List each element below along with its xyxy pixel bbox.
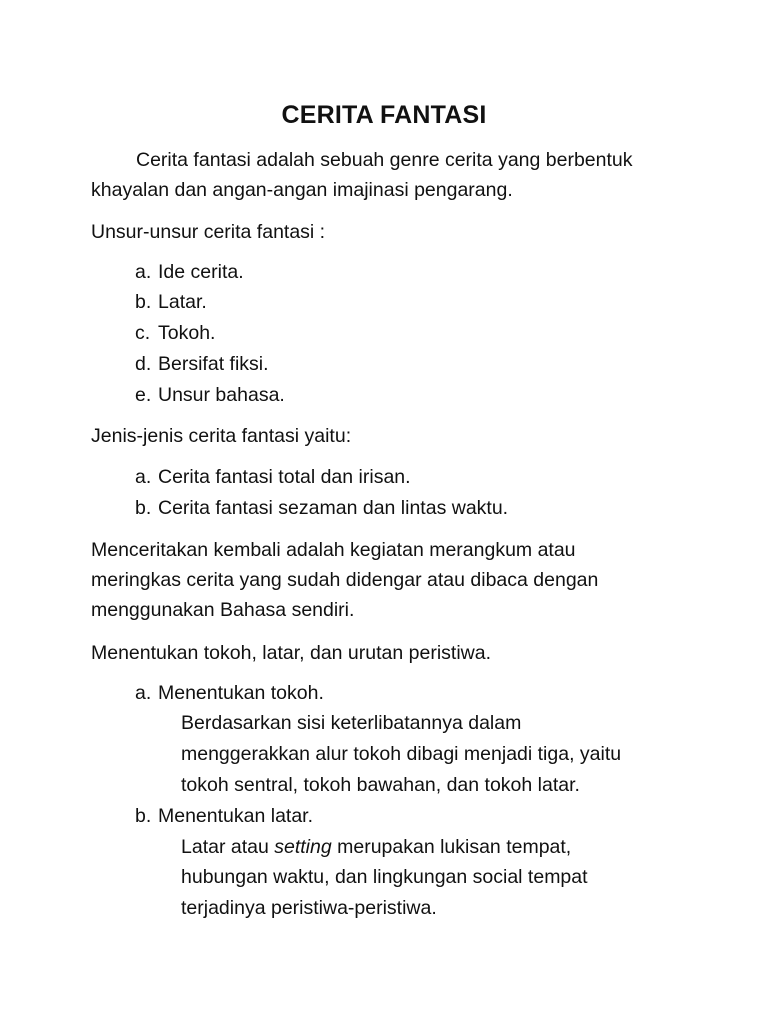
definition-line-1: Cerita fantasi adalah sebuah genre cerita yang berbentuk xyxy=(136,149,633,171)
retelling-line-2: meringkas cerita yang sudah didengar atau dibaca dengan xyxy=(91,569,599,591)
character-detail-line-1: Berdasarkan sisi keterlibatannya dalam xyxy=(181,712,522,734)
page-title: CERITA FANTASI xyxy=(281,101,487,129)
retelling-line-3: menggunakan Bahasa sendiri. xyxy=(91,599,355,621)
list-marker: b. xyxy=(135,497,152,519)
list-item xyxy=(135,678,324,708)
setting-detail-line-3: terjadinya peristiwa-peristiwa. xyxy=(181,897,437,919)
list-item-text: Menentukan tokoh. xyxy=(158,682,324,704)
list-item xyxy=(135,349,269,379)
list-marker: a. xyxy=(135,261,152,283)
list-marker: b. xyxy=(135,805,152,827)
types-heading: Jenis-jenis cerita fantasi yaitu: xyxy=(91,425,352,447)
list-item-text: Cerita fantasi total dan irisan. xyxy=(158,466,411,488)
list-item xyxy=(135,380,285,410)
list-item-text: Unsur bahasa. xyxy=(158,384,285,406)
list-marker: b. xyxy=(135,291,152,313)
list-marker: e. xyxy=(135,384,152,406)
list-item xyxy=(135,801,313,831)
determining-heading: Menentukan tokoh, latar, dan urutan peristiwa. xyxy=(91,642,491,664)
list-marker: a. xyxy=(135,466,152,488)
list-item xyxy=(135,257,244,287)
list-item-text: Bersifat fiksi. xyxy=(158,353,269,375)
setting-detail-line-1 xyxy=(181,832,571,862)
list-item xyxy=(135,287,207,317)
setting-detail-line-2: hubungan waktu, dan lingkungan social tempat xyxy=(181,866,588,888)
retelling-line-1: Menceritakan kembali adalah kegiatan merangkum atau xyxy=(91,539,576,561)
list-marker: d. xyxy=(135,353,152,375)
definition-line-2: khayalan dan angan-angan imajinasi pengarang. xyxy=(91,179,513,201)
setting-detail-prefix: Latar atau xyxy=(181,836,275,858)
list-marker: c. xyxy=(135,322,151,344)
list-item xyxy=(135,462,411,492)
list-item-text: Cerita fantasi sezaman dan lintas waktu. xyxy=(158,497,509,519)
character-detail-line-3: tokoh sentral, tokoh bawahan, dan tokoh latar. xyxy=(181,774,580,796)
setting-detail-suffix: merupakan lukisan tempat, xyxy=(331,836,572,858)
setting-term: setting xyxy=(274,836,332,858)
list-item-text: Latar. xyxy=(158,291,207,313)
character-detail-line-2: menggerakkan alur tokoh dibagi menjadi tiga, yaitu xyxy=(181,743,622,765)
list-item xyxy=(135,493,508,523)
list-item-text: Ide cerita. xyxy=(158,261,244,283)
list-item-text: Tokoh. xyxy=(158,322,216,344)
elements-heading: Unsur-unsur cerita fantasi : xyxy=(91,221,326,243)
list-item-text: Menentukan latar. xyxy=(158,805,314,827)
list-item xyxy=(135,318,215,348)
list-marker: a. xyxy=(135,682,152,704)
